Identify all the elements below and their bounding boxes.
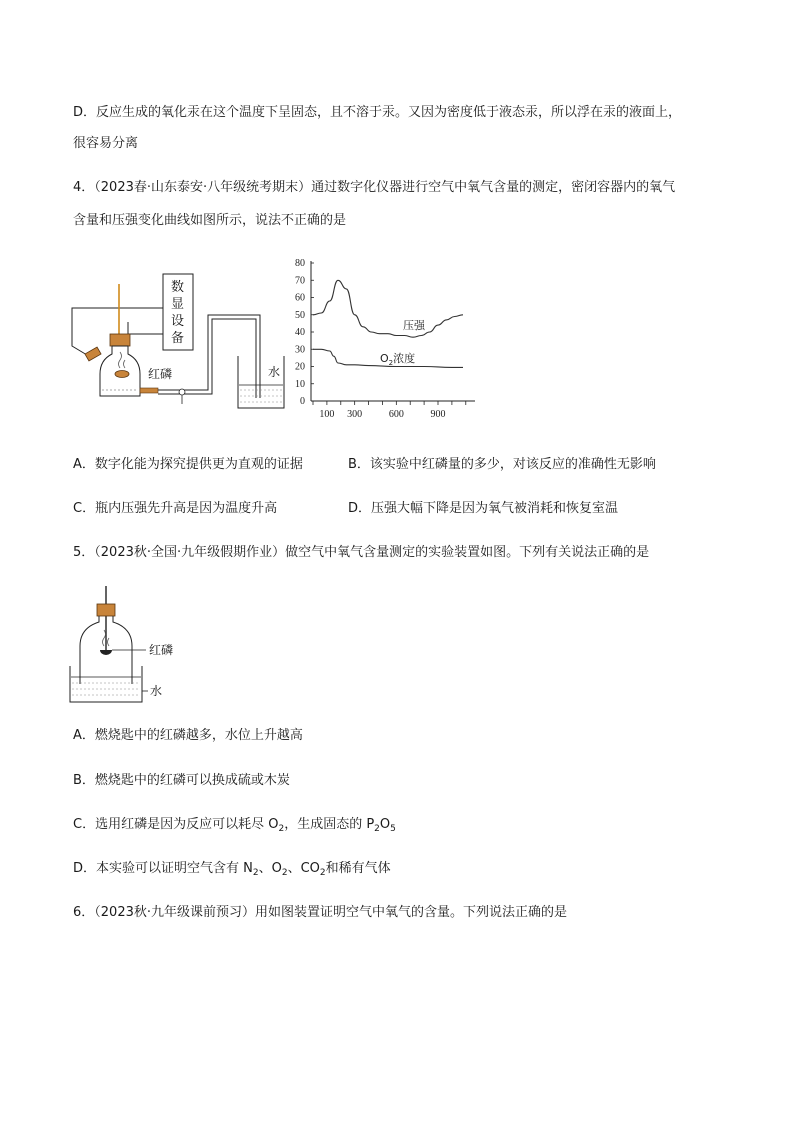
device-char-4: 备 (171, 331, 185, 346)
q5-option-d[interactable] (73, 860, 391, 882)
q4-option-a[interactable]: A．数字化能为探究提供更为直观的证据 (73, 457, 303, 472)
beaker-water-hatching (240, 390, 282, 402)
device-char-1: 数 (171, 280, 185, 295)
q5-option-d-sub2: 2 (281, 868, 288, 878)
q5-option-c-mid: ，生成固态的 P (284, 817, 375, 832)
q5-water-hatching (72, 683, 140, 695)
y-tick-label: 60 (295, 292, 305, 304)
y-tick-label: 40 (295, 327, 305, 338)
q5-option-a[interactable]: A．燃烧匙中的红磷越多，水位上升越高 (73, 728, 303, 743)
burning-spoon (115, 371, 129, 378)
q5-phosphorus-label: 红磷 (149, 643, 174, 657)
q5-option-d-sub1: 2 (252, 868, 259, 878)
x-tick-label: 600 (388, 409, 404, 420)
y-tick-label: 0 (300, 396, 305, 407)
q5-option-c-mid2: O (379, 817, 391, 832)
q4-option-c[interactable]: C．瓶内压强先升高是因为温度升高 (73, 501, 278, 516)
q5-option-c-sub3: 5 (390, 824, 396, 834)
q4-apparatus-figure (70, 250, 300, 415)
q5-option-c[interactable] (73, 816, 396, 838)
y-tick-label: 10 (295, 378, 305, 390)
q3-option-d-line1: D．反应生成的氧化汞在这个温度下呈固态，且不溶于汞。又因为密度低于液态汞，所以浮在汞的液面上， (73, 105, 682, 120)
y-tick-label: 30 (295, 344, 305, 356)
q5-water-label: 水 (150, 684, 163, 698)
q5-stopper (97, 604, 115, 616)
device-char-3: 设 (171, 314, 185, 329)
flask-stopper (110, 334, 130, 346)
q5-option-d-mid2: 、CO (287, 861, 320, 876)
q5-trough (70, 666, 142, 702)
y-tick-label: 50 (295, 309, 305, 321)
x-tick-label: 100 (319, 409, 335, 420)
q5-option-c-sub2: 2 (374, 824, 380, 834)
x-tick-label: 900 (430, 409, 446, 420)
sensor-wire-top (128, 322, 163, 334)
q4-option-b[interactable]: B．该实验中红磷量的多少，对该反应的准确性无影响 (348, 457, 656, 472)
series-pressure-label: 压强 (403, 319, 425, 332)
y-tick-label: 80 (295, 258, 305, 269)
q5-option-b[interactable]: B．燃烧匙中的红磷可以换成硫或木炭 (73, 773, 290, 788)
q3-option-d-line2: 很容易分离 (73, 136, 139, 151)
q5-option-d-sub3: 2 (319, 868, 326, 878)
x-tick-label: 300 (347, 409, 363, 420)
q5-option-c-text: C．选用红磷是因为反应可以耗尽 O (73, 817, 279, 832)
q4-phosphorus-label: 红磷 (148, 367, 173, 381)
series-pressure-line (313, 280, 463, 337)
q6-stem: 6．（2023秋·九年级课前预习）用如图装置证明空气中氧气的含量。下列说法正确的是 (73, 905, 567, 920)
q4-option-d[interactable]: D．压强大幅下降是因为氧气被消耗和恢复室温 (348, 501, 619, 516)
tube-clamp (179, 389, 185, 395)
q5-stem: 5．（2023秋·全国·九年级假期作业）做空气中氧气含量测定的实验装置如图。下列有关说法正确的是 (73, 545, 650, 560)
q5-option-d-end: 和稀有气体 (325, 861, 391, 876)
device-char-2: 显 (171, 297, 185, 312)
q5-option-d-text: D．本实验可以证明空气含有 N (73, 861, 253, 876)
q5-apparatus-figure (66, 584, 196, 704)
q4-line-chart (285, 255, 480, 430)
q5-burning-spoon (100, 650, 112, 655)
y-tick-label: 20 (295, 361, 305, 373)
y-tick-label: 70 (295, 275, 305, 287)
right-port (140, 388, 158, 393)
series-oxygen-label: $O_2$浓度 (380, 352, 416, 367)
q4-stem-line1: 4．（2023春·山东泰安·八年级统考期末）通过数字化仪器进行空气中氧气含量的测定，密闭容器内的氧气 (73, 180, 676, 195)
q5-option-d-mid1: 、O (258, 861, 282, 876)
q5-option-c-sub1: 2 (278, 824, 285, 834)
q4-stem-line2: 含量和压强变化曲线如图所示，说法不正确的是 (73, 213, 347, 228)
q4-water-label: 水 (268, 365, 281, 379)
left-port (85, 347, 101, 361)
beaker (238, 356, 284, 408)
